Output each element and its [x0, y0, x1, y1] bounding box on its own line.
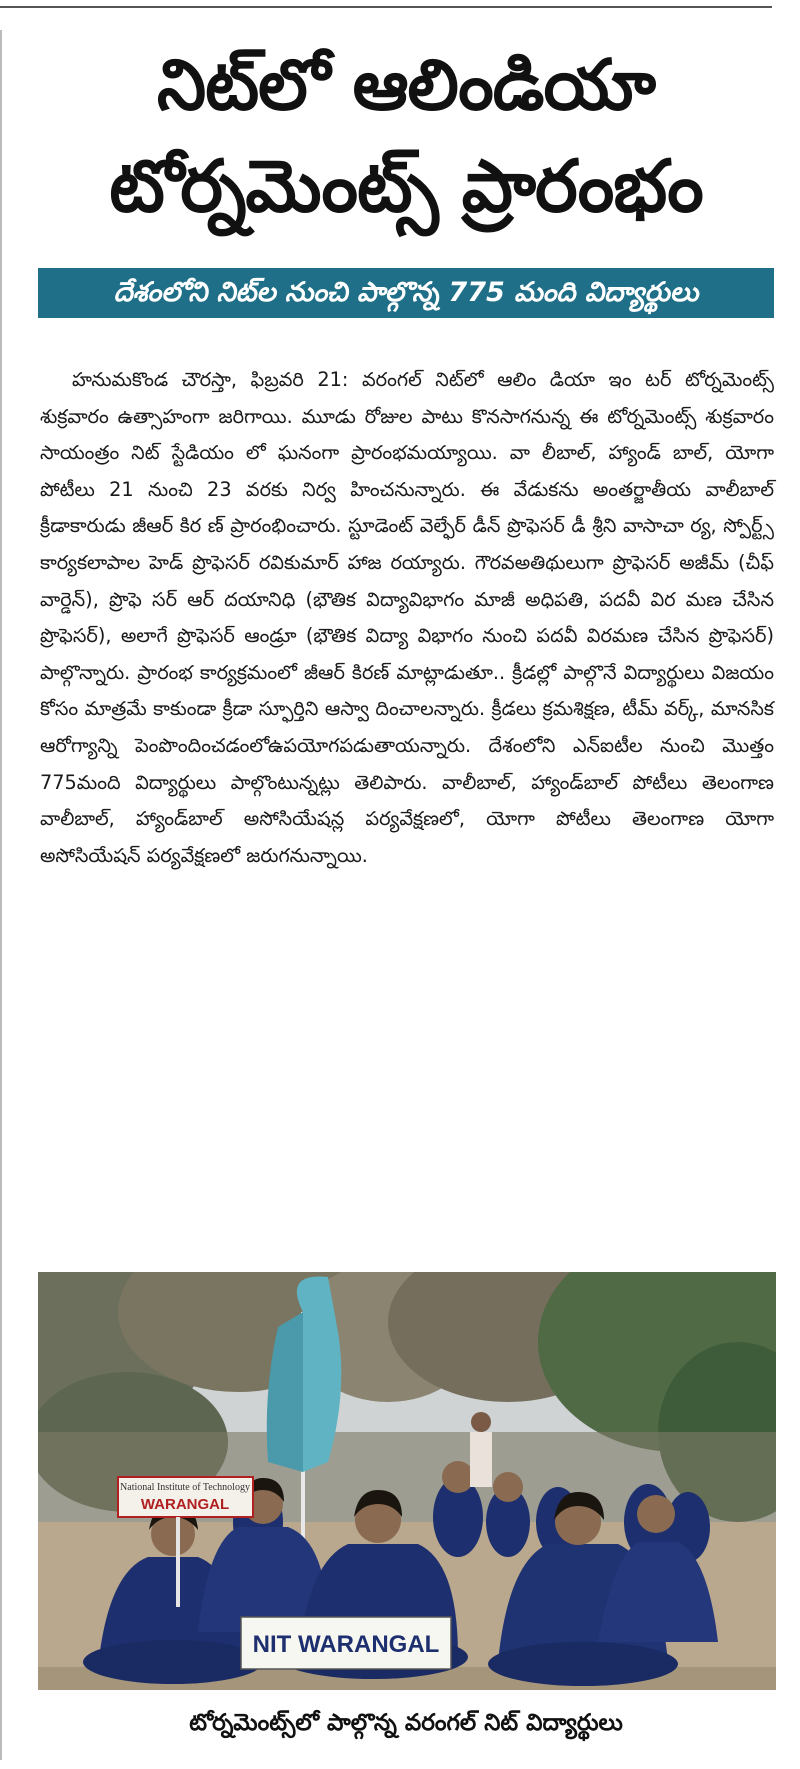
column-rule	[0, 30, 2, 1760]
headline-line-1: నిట్‌లో ఆలిండియా	[157, 44, 655, 126]
news-photo	[38, 1272, 776, 1690]
top-rule	[0, 6, 772, 8]
photo-caption: టోర్నమెంట్స్‌లో పాల్గొన్న వరంగల్ నిట్ విద్యార్థులు	[189, 1710, 623, 1736]
subheadline: దేశంలోని నిట్‌ల నుంచి పాల్గొన్న 775 మంది విద్యార్థులు	[113, 277, 699, 308]
subheadline-bar	[38, 268, 774, 318]
article-body: హనుమకొండ చౌరస్తా, ఫిబ్రవరి 21: వరంగల్ నిట్‌లో ఆలిం డియా ఇం టర్ టోర్నమెంట్స్ శుక్రవారం ఉత్సాహంగా జరిగాయి. మూడు రోజుల పాటు కొనసాగనున్న ఈ టోర్నమెంట్స్ శుక్రవారం సాయంత్రం నిట్ స్టేడియం లో ఘనంగా ప్రారంభమయ్యాయి. వా లీబాల్, హ్యాండ్ బాల్, యోగా పోటీలు 21 నుంచి 23 వరకు నిర్వ హించనున్నారు. ఈ వేడుకను అంతర్జాతీయ వాలీబాల్ క్రీడాకారుడు జీఆర్ కిర ణ్ ప్రారంభించారు. స్టూడెంట్ వెల్ఫేర్ డీన్ ప్రొఫెసర్ డీ శ్రీని వాసాచా ర్య, స్పోర్ట్స్ కార్యకలాపాల హెడ్ ప్రొఫెసర్ రవికుమార్ హాజ రయ్యారు. గౌరవఅతిథులుగా ప్రొఫెసర్ అజీమ్ (చీఫ్ వార్డెన్), ప్రొఫె సర్ ఆర్ దయానిధి (భౌతిక విద్యావిభాగం మాజీ అధిపతి, పదవీ విర మణ చేసిన ప్రొఫెసర్), అలాగే ప్రొఫెసర్ ఆండ్రూ (భౌతిక విద్యా విభాగం నుంచి పదవీ విరమణ చేసిన ప్రొఫెసర్) పాల్గొన్నారు. ప్రారంభ కార్యక్రమంలో జీఆర్ కిరణ్ మాట్లాడుతూ.. క్రీడల్లో పాల్గొనే విద్యార్థులు విజయం కోసం మాత్రమే కాకుండా క్రీడా స్ఫూర్తిని ఆస్వా దించాలన్నారు. క్రీడలు క్రమశిక్షణ, టీమ్ వర్క్, మానసిక ఆరోగ్యాన్ని పెంపొందించడంలోఉపయోగపడుతాయన్నారు. దేశంలోని ఎన్ఐటీల నుంచి మొత్తం 775మంది విద్యార్థులు పాల్గొంటున్నట్లు తెలిపారు. వాలీబాల్, హ్యాండ్‌బాల్ పోటీలు తెలంగాణ వాలీబాల్, హ్యాండ్‌బాల్ అసోసియేషన్ల పర్యవేక్షణలో, యోగా పోటీలు తెలంగాణ యోగా అసోసియేషన్ పర్యవేక్షణలో జరుగనున్నాయి.	[40, 368, 774, 867]
headline-line-2: టోర్నమెంట్స్ ప్రారంభం	[109, 144, 703, 228]
small-banner-top-text: National Institute of Technology	[120, 1482, 250, 1493]
main-banner	[241, 1617, 451, 1669]
small-banner-bottom-text: WARANGAL	[140, 1496, 230, 1513]
photo-illustration	[38, 1272, 776, 1690]
main-banner-text: NIT WARANGAL	[252, 1631, 440, 1658]
